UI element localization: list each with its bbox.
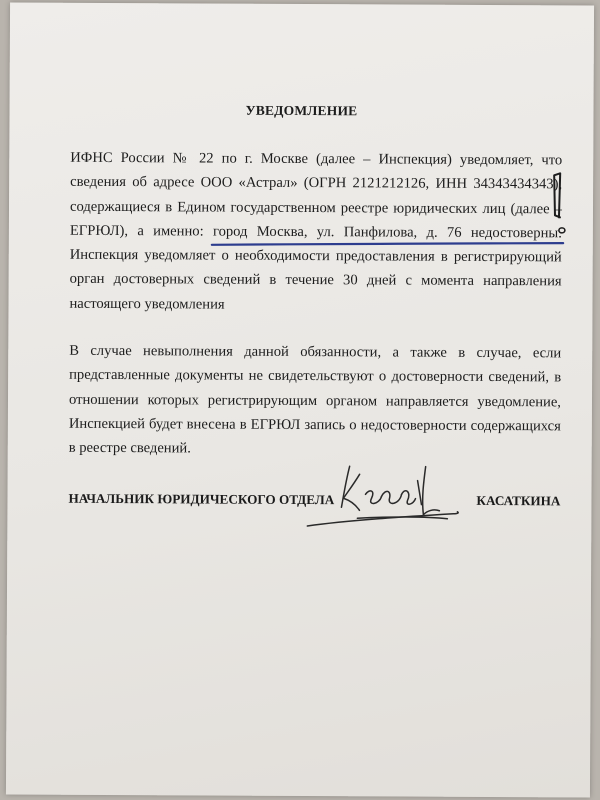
signer-position: НАЧАЛЬНИК ЮРИДИЧЕСКОГО ОТДЕЛА	[68, 490, 335, 508]
paragraph-notice	[69, 146, 562, 319]
paragraph-notice-end: . Инспекция уведомляет о необходимости предоставления в регистрирующий орган достоверных сведений в течение 30 дней с момента направления настоящего уведомления	[69, 225, 562, 313]
paper-sheet	[6, 2, 594, 797]
signer-name: КАСАТКИНА	[476, 492, 561, 509]
paragraph-notice-start: ИФНС России № 22 по г. Москве (далее – Инспекция) уведомляет, что сведения об адресе ООО «Астрал» (ОГРН 2121212126, ИНН 34343434343), содержащиеся в Едином государственном реестре юридических лиц (далее – ЕГРЮЛ), а именно:	[69, 149, 563, 240]
paragraph-consequences: В случае невыполнения данной обязанности, а также в случае, если представленные документы не свидетельствуют о достоверности сведений, в отношении которых регистрирующим органом направляется уведомление, Инспекцией будет внесена в ЕГРЮЛ запись о недостоверности содержащихся в реестре сведений.	[68, 342, 562, 457]
signature-block	[68, 491, 560, 520]
document-title: УВЕДОМЛЕНИЕ	[245, 102, 358, 119]
underlined-address: город Москва, ул. Панфилова, д. 76 недостоверны	[212, 223, 559, 242]
